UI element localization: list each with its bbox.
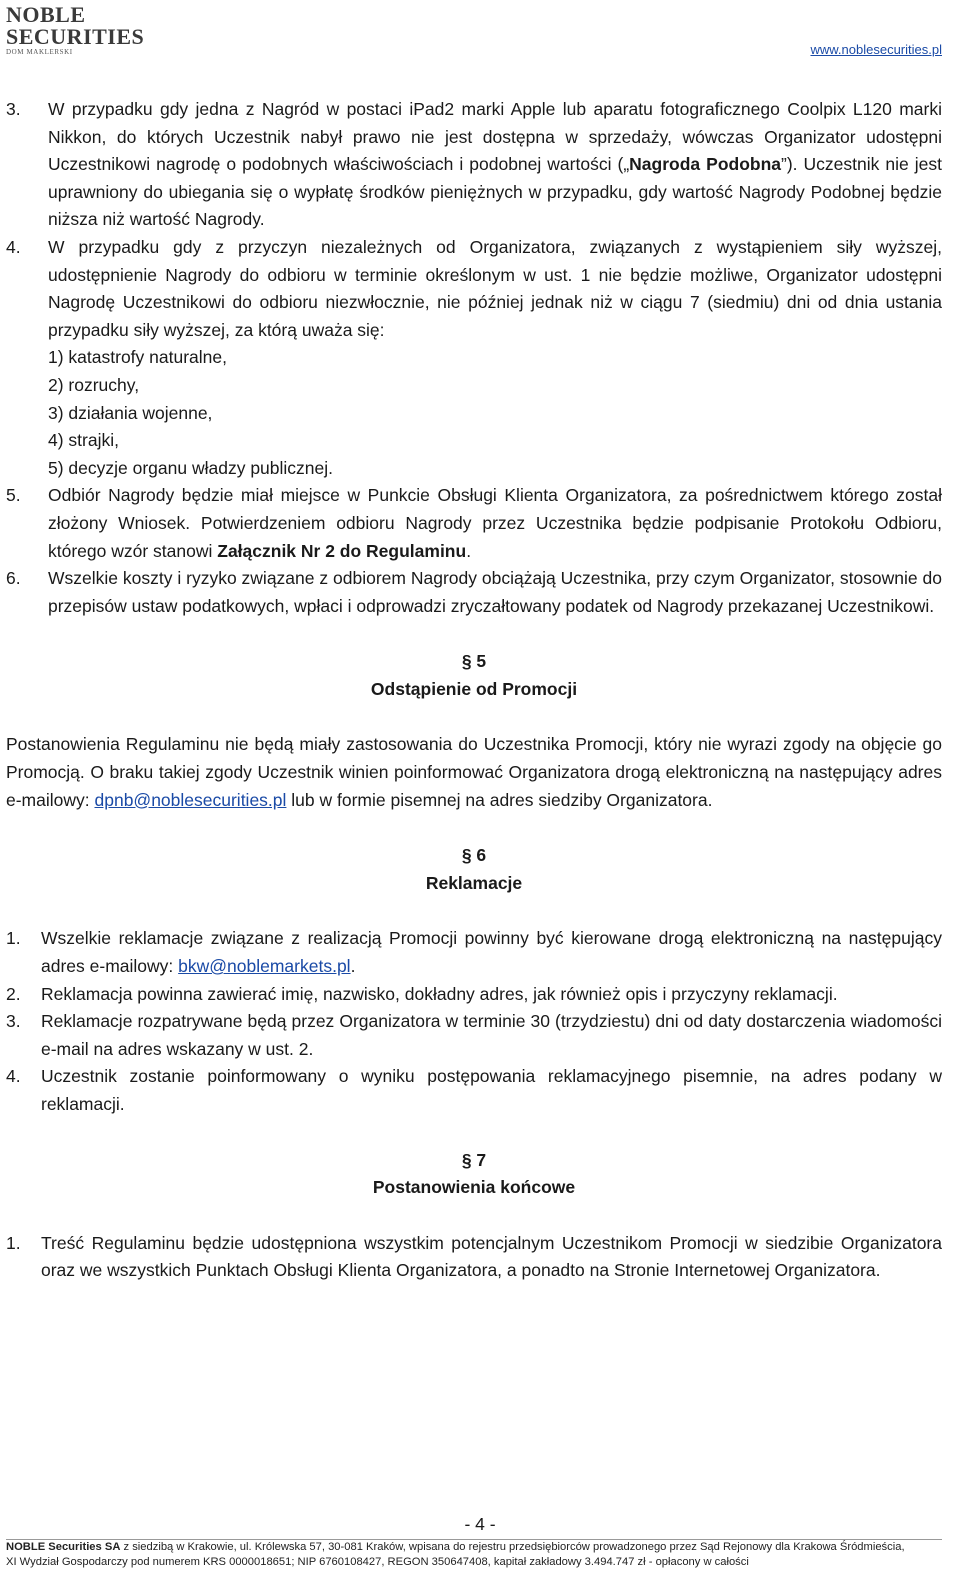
paragraph-text: lub w formie pisemnej na adres siedziby Organizatora. — [286, 789, 713, 810]
term-nagroda-podobna: Nagroda Podobna — [629, 154, 782, 175]
item-text: Treść Regulaminu będzie udostępniona wszystkim potencjalnym Uczestnikom Promocji w siedzibie Organizatora oraz we wszystkich Punktach Obsługi Klienta Organizatora, a ponadto na Stronie Internetowej Organizatora. — [41, 1232, 942, 1281]
document-body — [6, 96, 942, 1285]
item-text: Reklamacja powinna zawierać imię, nazwisko, dokładny adres, jak również opis i przyczyny reklamacji. — [41, 983, 838, 1004]
sub-list-item: 2) rozruchy, — [48, 374, 140, 395]
sub-list-item: 5) decyzje organu władzy publicznej. — [48, 457, 334, 478]
list-item — [6, 1230, 942, 1285]
item-number: 1. — [6, 928, 21, 949]
item-text-part: W przypadku gdy jedna z Nagród w postaci iPad2 marki Apple lub aparatu fotograficznego Coolpix L120 marki Nikkon, do których Uczestnik nabył prawo nie jest dostępna w sprzedaży, wówczas Organizator udostępni Uczestnikowi nagrodę o podobnych właściwościach i podobnej wartości („ — [48, 99, 942, 175]
footer-line-2: XI Wydział Gospodarczy pod numerem KRS 0000018651; NIP 6760108427, REGON 350647408, kapitał zakładowy 3.494.747 zł - opłacony w całości — [6, 1555, 749, 1568]
item-number: 2. — [6, 983, 21, 1004]
sub-list-item: 4) strajki, — [48, 430, 119, 451]
item-number: 4. — [6, 1066, 21, 1087]
list-item — [6, 925, 942, 980]
complaints-list — [6, 925, 942, 1118]
website-link[interactable]: www.noblesecurities.pl — [810, 42, 942, 57]
page-number: - 4 - — [464, 1514, 496, 1534]
item-text: Uczestnik zostanie poinformowany o wyniku postępowania reklamacyjnego pisemnie, na adres podany w reklamacji. — [41, 1066, 942, 1114]
section-title: Odstąpienie od Promocji — [370, 678, 578, 699]
section-7-heading — [6, 1147, 942, 1202]
section-title: Reklamacje — [425, 872, 523, 893]
item-number: 1. — [6, 1232, 21, 1253]
section-title: Postanowienia końcowe — [372, 1177, 576, 1198]
item-text — [41, 925, 942, 980]
section-5-paragraph — [6, 731, 942, 814]
page-footer — [6, 1540, 946, 1569]
section-6-heading — [6, 842, 942, 897]
item-text — [48, 482, 942, 565]
footer-text: z siedzibą w Krakowie, ul. Królewska 57, 30-081 Kraków, wpisana do rejestru przedsiębiorców prowadzonego przez Sąd Rejonowy dla Krakowa Śródmieścia, — [120, 1541, 905, 1553]
list-item — [6, 981, 942, 1009]
item-text: Wszelkie koszty i ryzyko związane z odbiorem Nagrody obciążają Uczestnika, przy czym Organizator, stosownie do przepisów ustaw podatkowych, wpłaci i odprowadzi zryczałtowany podatek od Nagrody przekazanej Uczestnikowi. — [48, 568, 942, 616]
logo-line2: SECURITIES — [6, 24, 145, 49]
list-item — [6, 96, 942, 234]
item-text — [48, 234, 942, 482]
item-text-part: . — [350, 956, 356, 977]
item-number: 6. — [6, 568, 21, 589]
section-symbol: § 7 — [461, 1149, 487, 1170]
item-text-part: . — [466, 540, 472, 561]
section-5-heading — [6, 648, 942, 703]
footer-line-1 — [6, 1540, 946, 1555]
footer-company: NOBLE Securities SA — [6, 1541, 121, 1553]
item-number: 3. — [6, 1011, 21, 1032]
item-text-part: ”). Uczestnik nie jest uprawniony do ubiegania się o wypłatę środków pieniężnych w przypadku, gdy wartość Nagrody Podobnej będzie niższa niż wartość Nagrody. — [48, 154, 943, 230]
item-text: Reklamacje rozpatrywane będą przez Organizatora w terminie 30 (trzydziestu) dni od daty dostarczenia wiadomości e-mail na adres wskazany w ust. 2. — [41, 1011, 942, 1059]
force-majeure-list — [48, 344, 942, 482]
item-text-part: Wszelkie reklamacje związane z realizacją Promocji powinny być kierowane drogą elektroniczną na następujący adres e-mailowy: — [41, 928, 942, 977]
item-text — [48, 96, 942, 234]
list-item — [6, 234, 942, 482]
page-header — [0, 0, 960, 72]
sub-list-item: 3) działania wojenne, — [48, 402, 213, 423]
list-item — [6, 1008, 942, 1063]
item-number: 5. — [6, 485, 21, 506]
logo-subtitle: DOM MAKLERSKI — [6, 48, 73, 56]
paragraph-text: Postanowienia Regulaminu nie będą miały zastosowania do Uczestnika Promocji, który nie wyrazi zgody na objęcie go Promocją. O braku takiej zgody Uczestnik winien poinformować Organizatora drogą elektroniczną na następujący adres e-mailowy: — [6, 734, 942, 810]
list-item — [6, 482, 942, 565]
noble-securities-logo — [6, 2, 146, 56]
item-text-part: Odbiór Nagrody będzie miał miejsce w Punkcie Obsługi Klienta Organizatora, za pośrednictwem którego został złożony Wniosek. Potwierdzeniem odbioru Nagrody przez Uczestnika będzie podpisanie Protokołu Odbioru, którego wzór stanowi — [48, 485, 942, 561]
logo-line1: NOBLE — [6, 2, 86, 27]
sub-list-item: 1) katastrofy naturalne, — [48, 347, 227, 368]
section-symbol: § 6 — [461, 845, 487, 866]
list-item — [6, 565, 942, 620]
final-provisions-list — [6, 1230, 942, 1285]
item-number: 3. — [6, 99, 21, 119]
attachment-reference: Załącznik Nr 2 do Regulaminu — [217, 540, 467, 561]
prize-terms-list — [6, 96, 942, 620]
email-link-bkw[interactable]: bkw@noblemarkets.pl — [178, 956, 351, 977]
item-number: 4. — [6, 236, 21, 257]
email-link-dpnb[interactable]: dpnb@noblesecurities.pl — [94, 789, 287, 810]
list-item — [6, 1063, 942, 1118]
item-text-part: W przypadku gdy z przyczyn niezależnych od Organizatora, związanych z wystąpieniem siły wyższej, udostępnienie Nagrody do odbioru w terminie określonym w ust. 1 nie będzie możliwe, Organizator udostępni Nagrodę Uczestnikowi do odbioru niezwłocznie, nie później jednak niż w ciągu 7 (siedmiu) dni od dnia ustania przypadku siły wyższej, za którą uważa się: — [48, 236, 942, 340]
section-symbol: § 5 — [461, 651, 487, 672]
